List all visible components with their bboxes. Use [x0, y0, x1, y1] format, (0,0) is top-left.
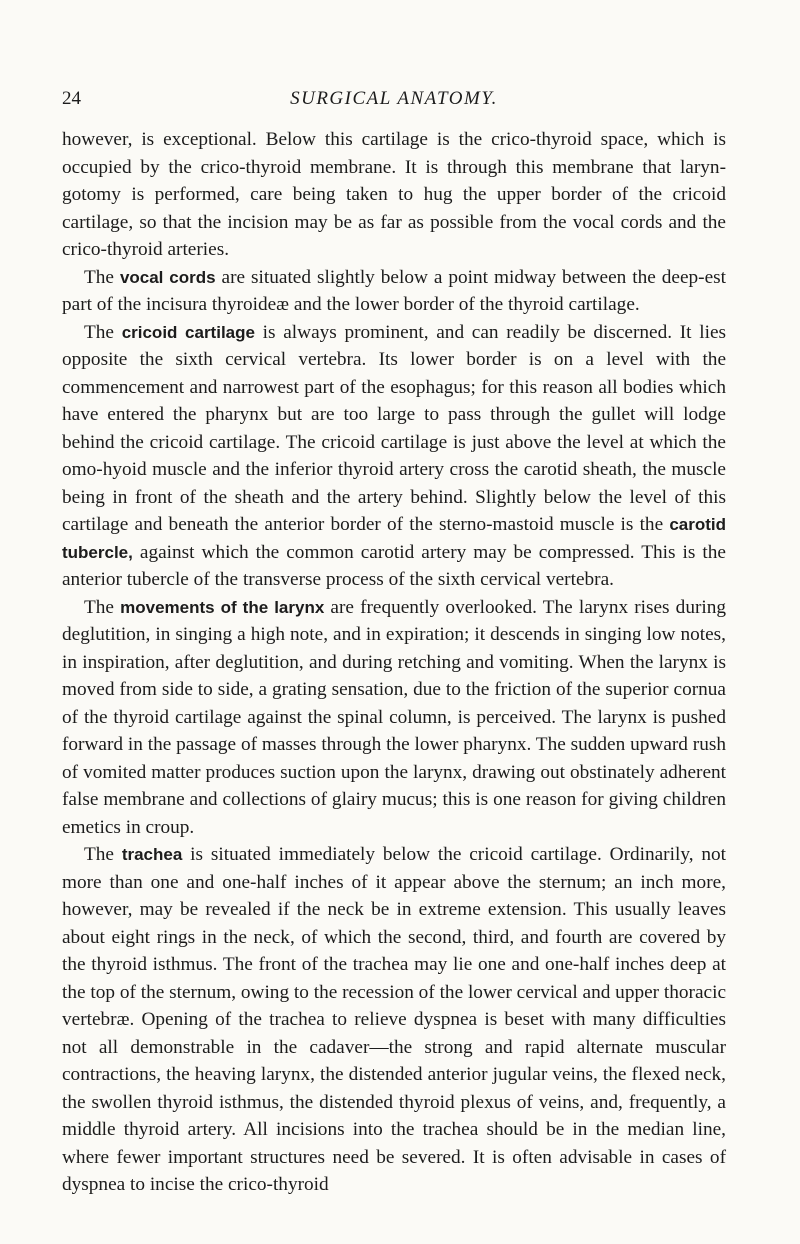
paragraph-text: The [84, 266, 120, 288]
key-term: cricoid cartilage [121, 322, 255, 342]
paragraph [62, 264, 726, 319]
key-term: trachea [121, 845, 183, 864]
paragraph-text: are situated slightly below a point midway between the deep-est part of the incisura thyroideæ and the lower border of the thyroid cartilage. [62, 266, 726, 315]
key-term: movements of the larynx [120, 597, 325, 617]
paragraph-text: The [84, 844, 122, 865]
paragraph-text: against which the common carotid artery may be compressed. This is the anterior tubercle of the transverse process of the sixth cervical vertebra. [62, 541, 726, 590]
page-number: 24 [62, 88, 81, 109]
paragraph-text: The [84, 321, 122, 343]
paragraph [62, 594, 726, 842]
paragraph [62, 319, 726, 594]
body-text [62, 126, 726, 1199]
running-title: SURGICAL ANATOMY. [290, 88, 498, 109]
paragraph-text: The [84, 596, 121, 618]
paragraph [62, 126, 726, 264]
paragraph [62, 841, 726, 1199]
paragraph-text: however, is exceptional. Below this cartilage is the crico-thyroid space, which is occupied by the crico-thyroid membrane. It is through this membrane that laryn-gotomy is performed, care being taken to hug the upper border of the cricoid cartilage, so that the incision may be as far as possible from the vocal cords and the crico-thyroid arteries. [62, 129, 726, 260]
page-header [62, 88, 726, 114]
key-term: vocal cords [119, 267, 216, 287]
book-page [62, 88, 726, 1199]
paragraph-text: are frequently overlooked. The larynx rises during deglutition, in singing a high note, and in expiration; it descends in singing low notes, in inspiration, after deglutition, and during retching and vomiting. When the larynx is moved from side to side, a grating sensation, due to the friction of the superior cornua of the thyroid cartilage against the spinal column, is perceived. The larynx is pushed forward in the passage of masses through the lower pharynx. The sudden upward rush of vomited matter produces suction upon the larynx, drawing out obstinately adherent false membrane and collections of glairy mucus; this is one reason for giving children emetics in croup. [62, 596, 727, 838]
paragraph-text: is always prominent, and can readily be discerned. It lies opposite the sixth cervical vertebra. Its lower border is on a level with the commencement and narrowest part of the esophagus; for this reason all bodies which have entered the pharynx but are too large to pass through the gullet will lodge behind the cricoid cartilage. The cricoid cartilage is just above the level at which the omo-hyoid muscle and the inferior thyroid artery cross the carotid sheath, the muscle being in front of the sheath and the artery behind. Slightly below the level of this cartilage and beneath the anterior border of the sterno-mastoid muscle is the [62, 321, 727, 535]
paragraph-text: is situated immediately below the cricoid cartilage. Ordinarily, not more than one and one-half inches of it appear above the sternum; an inch more, however, may be revealed if the neck be in extreme extension. This usually leaves about eight rings in the neck, of which the second, third, and fourth are covered by the thyroid isthmus. The front of the trachea may lie one and one-half inches deep at the top of the sternum, owing to the recession of the lower cervical and upper thoracic vertebræ. Opening of the trachea to relieve dyspnea is beset with many difficulties not all demonstrable in the cadaver—the strong and rapid alternate muscular contractions, the heaving larynx, the distended anterior jugular veins, the flexed neck, the swollen thyroid isthmus, the distended thyroid plexus of veins, and, frequently, a middle thyroid artery. All incisions into the trachea should be in the median line, where fewer important structures need be severed. It is often advisable in cases of dyspnea to incise the crico-thyroid [62, 844, 727, 1195]
key-term: carotid tubercle, [62, 515, 726, 562]
